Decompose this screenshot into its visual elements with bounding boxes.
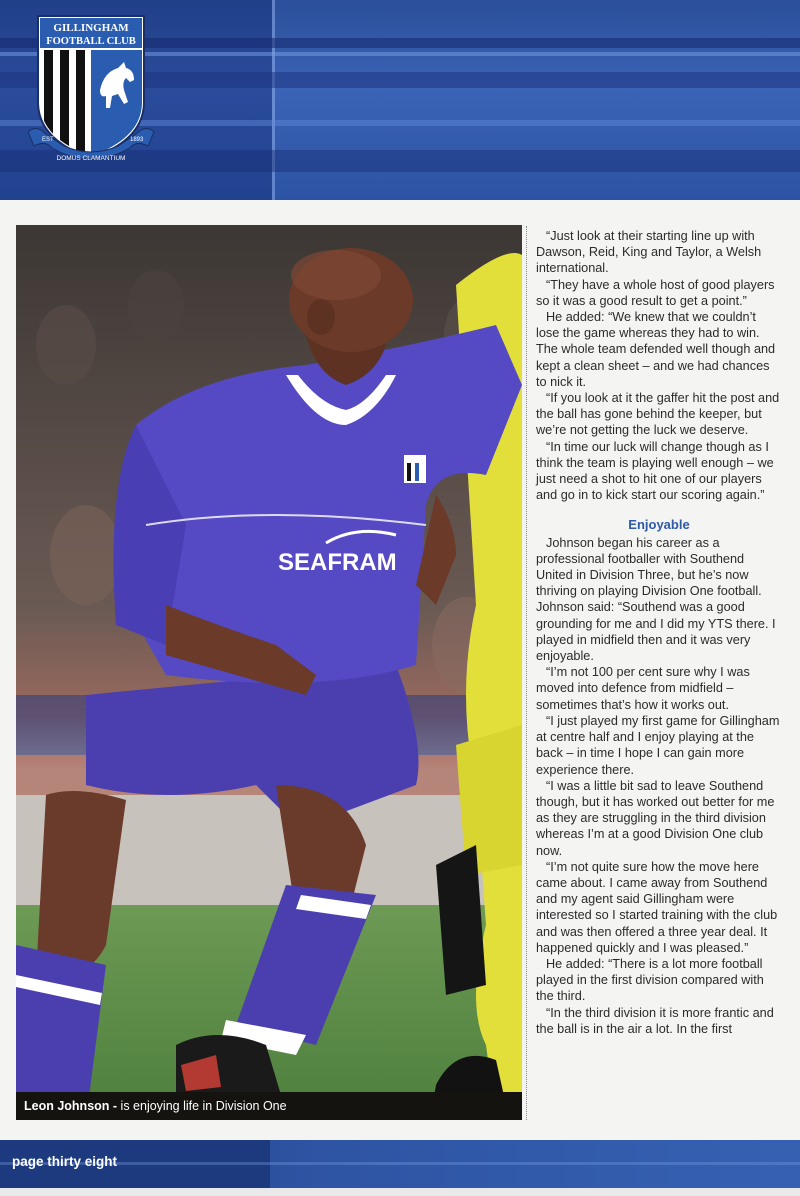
- article-paragraph: “Just look at their starting line up with Dawson, Reid, King and Taylor, a Welsh international.: [536, 229, 762, 276]
- article-column: [536, 228, 782, 1037]
- player-photo: [16, 225, 522, 1120]
- article-paragraph: “In time our luck will change though as I think the team is playing well enough – we just need a shot to hit one of our players and go in to kick start our scoring again.”: [536, 439, 774, 503]
- page-number-label: page thirty eight: [12, 1154, 118, 1169]
- column-divider: [526, 226, 527, 1120]
- footer-banner: [0, 1140, 800, 1188]
- crest-est-text: EST: [42, 137, 54, 143]
- crest-bottom-text: FOOTBALL CLUB: [46, 36, 136, 47]
- crest-motto: DOMUS CLAMANTIUM: [56, 155, 126, 162]
- crest-year-text: 1893: [130, 137, 144, 143]
- photo-caption: [16, 1092, 522, 1120]
- article-subheading: Enjoyable: [628, 517, 690, 533]
- article-paragraph: “If you look at it the gaffer hit the post and the ball has gone behind the keeper, but we’re not getting the luck we deserve.: [536, 391, 780, 438]
- article-paragraph: He added: “There is a lot more football played in the first division compared with the third.: [536, 956, 764, 1004]
- shirt-sponsor: SEAFRAM: [278, 549, 397, 576]
- article-paragraph: “I’m not quite sure how the move here came about. I came away from Southend and my agent said Gillingham were interested so I started training with the club and was then offered a three year deal. It happened quickly and I was pleased.”: [536, 859, 778, 955]
- article-paragraph: “They have a whole host of good players so it was a good result to get a point.”: [536, 277, 775, 308]
- article-paragraph: “I just played my first game for Gillingham at centre half and I enjoy playing at the back – in time I hope I can gain more experience there.: [536, 713, 780, 777]
- caption-text: is enjoying life in Division One: [117, 1099, 287, 1113]
- bottom-edge: [0, 1188, 800, 1196]
- article-paragraph: “I’m not 100 per cent sure why I was moved into defence from midfield – sometimes that’s how it works out.: [536, 665, 750, 712]
- club-crest-logo: [26, 10, 156, 175]
- footer-stripe: [0, 1162, 800, 1165]
- article-paragraph: Johnson began his career as a professional footballer with Southend United in Division Three, but he’s now thriving on playing Division One football. Johnson said: “Southend was a good grounding for me and I did my YTS there. I played in midfield then and it was very enjoyable.: [536, 535, 776, 664]
- caption-name: Leon Johnson -: [24, 1099, 118, 1113]
- article-paragraph: “In the third division it is more frantic and the ball is in the air a lot. In the first: [536, 1005, 774, 1036]
- article-paragraph: “I was a little bit sad to leave Southend though, but it has worked out better for me as they are struggling in the third division whereas I’m at a good Division One club now.: [536, 778, 775, 858]
- crest-top-text: GILLINGHAM: [53, 22, 129, 34]
- player-illustration: [16, 225, 522, 1120]
- header-banner: [0, 0, 800, 200]
- article-paragraph: He added: “We knew that we couldn’t lose the game whereas they had to win. The whole team defended well though and kept a clean sheet – and we had chances to nick it.: [536, 310, 776, 389]
